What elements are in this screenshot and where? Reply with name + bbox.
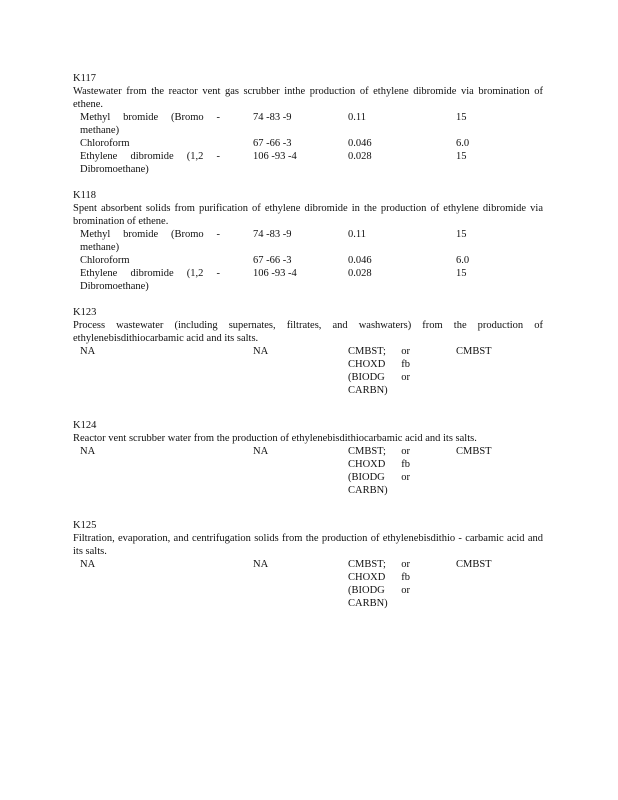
constituent-name: Chloroform [80, 255, 130, 266]
cas-number: NA [253, 559, 269, 570]
tech-code: CMBST; [348, 559, 386, 570]
tech-code: CARBN) [348, 485, 388, 496]
wastewater-standard: 0.028 [348, 151, 372, 162]
constituent-row [73, 445, 543, 497]
tech-code: (BIODG [348, 372, 385, 383]
cas-number: 106 -93 -4 [253, 268, 297, 279]
constituent-name: Ethylene dibromide (1,2 - Dibromoethane) [80, 268, 220, 292]
nonwastewater-standard: CMBST [456, 346, 492, 357]
waste-description: Spent absorbent solids from purification of ethylene dibromide in the production of ethylene dibromide via bromination of ethene. [73, 203, 543, 227]
tech-connector: or [401, 472, 410, 483]
tech-code: (BIODG [348, 472, 385, 483]
tech-code: CMBST; [348, 346, 386, 357]
wastewater-standard: 0.046 [348, 255, 372, 266]
cas-number: 67 -66 -3 [253, 255, 292, 266]
constituent-row [73, 150, 543, 176]
constituent-name: NA [80, 446, 96, 457]
waste-code-block-k123 [73, 306, 543, 397]
nonwastewater-standard: 15 [456, 229, 467, 240]
nonwastewater-standard: 6.0 [456, 138, 470, 149]
nonwastewater-standard: 15 [456, 112, 467, 123]
tech-connector: or [401, 446, 410, 457]
constituent-row [73, 345, 543, 397]
waste-description: Process wastewater (including supernates, filtrates, and washwaters) from the production of ethylenebisdithiocarbamic acid and its salts. [73, 320, 543, 344]
waste-code-block-k125 [73, 519, 543, 610]
constituent-name: Methyl bromide (Bromo - methane) [80, 229, 220, 253]
tech-connector: or [401, 372, 410, 383]
constituent-name: NA [80, 559, 96, 570]
constituent-name: Chloroform [80, 138, 130, 149]
cas-number: NA [253, 346, 269, 357]
constituent-row [73, 111, 543, 137]
tech-connector: fb [401, 459, 410, 470]
cas-number: 74 -83 -9 [253, 229, 292, 240]
waste-description: Filtration, evaporation, and centrifugation solids from the production of ethylenebisdithio - carbamic acid and its salts. [73, 533, 543, 557]
constituent-row [73, 137, 543, 150]
wastewater-technology [348, 558, 410, 610]
tech-connector: fb [401, 359, 410, 370]
wastewater-standard: 0.11 [348, 229, 366, 240]
constituent-name: NA [80, 346, 96, 357]
constituent-name: Ethylene dibromide (1,2 - Dibromoethane) [80, 151, 220, 175]
wastewater-standard: 0.028 [348, 268, 372, 279]
nonwastewater-standard: 6.0 [456, 255, 470, 266]
tech-connector: fb [401, 572, 410, 583]
constituent-row [73, 228, 543, 254]
tech-code: CHOXD [348, 459, 386, 470]
constituent-row [73, 254, 543, 267]
wastewater-technology [348, 445, 410, 497]
waste-code: K125 [73, 520, 97, 531]
waste-description: Reactor vent scrubber water from the production of ethylenebisdithiocarbamic acid and its salts. [73, 433, 477, 444]
waste-code: K124 [73, 420, 97, 431]
cas-number: NA [253, 446, 269, 457]
waste-code-block-k124 [73, 419, 543, 497]
tech-connector: or [401, 585, 410, 596]
waste-description: Wastewater from the reactor vent gas scrubber inthe production of ethylene dibromide via bromination of ethene. [73, 86, 543, 110]
waste-code: K118 [73, 190, 96, 201]
document-page [73, 72, 543, 623]
wastewater-standard: 0.11 [348, 112, 366, 123]
tech-code: CHOXD [348, 572, 386, 583]
constituent-row [73, 267, 543, 293]
wastewater-standard: 0.046 [348, 138, 372, 149]
waste-code-block-k117 [73, 72, 543, 176]
tech-code: CARBN) [348, 385, 388, 396]
nonwastewater-standard: CMBST [456, 559, 492, 570]
tech-code: CARBN) [348, 598, 388, 609]
waste-code-block-k118 [73, 189, 543, 293]
tech-code: CMBST; [348, 446, 386, 457]
nonwastewater-standard: 15 [456, 268, 467, 279]
wastewater-technology [348, 345, 410, 397]
tech-connector: or [401, 559, 410, 570]
constituent-row [73, 558, 543, 610]
nonwastewater-standard: 15 [456, 151, 467, 162]
constituent-name: Methyl bromide (Bromo - methane) [80, 112, 220, 136]
cas-number: 106 -93 -4 [253, 151, 297, 162]
cas-number: 74 -83 -9 [253, 112, 292, 123]
tech-code: CHOXD [348, 359, 386, 370]
waste-code: K117 [73, 73, 96, 84]
waste-code: K123 [73, 307, 97, 318]
nonwastewater-standard: CMBST [456, 446, 492, 457]
tech-code: (BIODG [348, 585, 385, 596]
tech-connector: or [401, 346, 410, 357]
cas-number: 67 -66 -3 [253, 138, 292, 149]
